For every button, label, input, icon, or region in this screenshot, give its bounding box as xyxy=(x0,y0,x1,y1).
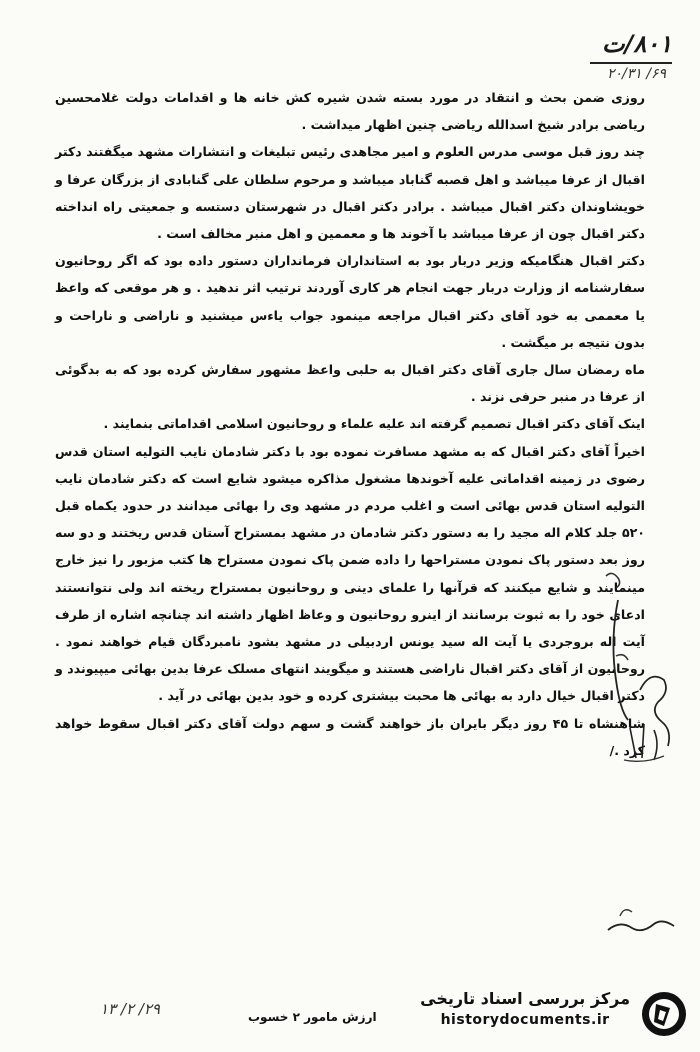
document-body xyxy=(55,84,645,764)
paragraph: چند روز قبل موسی مدرس العلوم و امیر مجاهدی رئیس تبلیغات و انتشارات مشهد میگفتند دکتر اقبال از عرفا میباشد و اهل قصبه گناباد میباشد و مرحوم سلطان علی گنابادی از بزرگان عرفا و خویشاوندان دکتر اقبال میباشد . برادر دکتر اقبال در شهرستان دستسه و جمعیتی راه انداخته دکتر اقبال چون از عرفا میباشد با آخوند ها و معممین و اهل منبر مخالف است . xyxy=(55,144,645,242)
paragraph: ماه رمضان سال جاری آقای دکتر اقبال به حلبی واعظ مشهور سفارش کرده بود که به بدگوئی از عرفا در منبر حرفی نزند . xyxy=(55,362,645,405)
paragraph: روزی ضمن بحث و انتقاد در مورد بسته شدن شیره کش خانه ها و اقدامات دولت غلامحسین ریاضی برادر شیخ اسدالله ریاضی چنین اظهار میداشت . xyxy=(55,90,645,133)
margin-handwriting xyxy=(600,560,690,950)
document-subnote: ۶۹/ ۲۰/۳۱ xyxy=(606,66,666,82)
paragraph: اخیراً آقای دکتر اقبال که به مشهد مسافرت نموده بود با دکتر شادمان نایب التولیه استان قدس رضوی در زمینه اقداماتی علیه آخوندها مشغول مذاکره میشود شایع است که دکتر شادمان نایب التولیه استان قدس بهائی است و اغلب مردم در مشهد وی را بهائی میدانند در حدود یکماه قبل ۵۲۰ جلد کلام اله مجید را به دستور دکتر شادمان در مشهد بمستراح آستان قدس ریختند و دو سه روز بعد دستور پاک نمودن مستراحها را داده ضمن پاک نمودن مستراح ها کتب مزبور را نیز خارج مینمایند و شایع میکنند که قرآنها را علمای دینی و روحانیون بمستراح ریخته اند ولی نتوانستند ادعای خود را به ثبوت برسانند از اینرو روحانیون و وعاظ اظهار داشته اند چنانچه اشاره از طرف آیت اله بروجردی یا آیت اله سید یونس اردبیلی در مشهد بشود نامبردگان قیام خواهند نمود . روحانیون از آقای دکتر اقبال ناراضی هستند و میگویند انتهای مسلک عرفا بدین بهائی میپیوندد و دکتر اقبال خیال دارد به بهائی ها محبت بیشتری کرده و خود بدین بهائی در آید . xyxy=(55,443,645,704)
watermark xyxy=(420,988,630,1030)
watermark-url: historydocuments.ir xyxy=(440,1012,610,1028)
paragraph: اینک آقای دکتر اقبال تصمیم گرفته اند علیه علماء و روحانیون اسلامی اقداماتی بنمایند . xyxy=(103,416,645,432)
document-number: ۸۰۱/ت xyxy=(601,30,672,58)
footer-date: ۲۹/ ۲/ ۱۳ xyxy=(100,1000,160,1018)
watermark-title: مرکز بررسی اسناد تاریخی xyxy=(420,989,630,1008)
footer-label: ارزش مامور ۲ خسوب xyxy=(248,1010,377,1024)
paragraph: شاهنشاه تا ۴۵ روز دیگر بایران باز خواهند گشت و سهم دولت آقای دکتر اقبال سقوط خواهد کرد ./ xyxy=(55,715,645,758)
paragraph: دکتر اقبال هنگامیکه وزیر دربار بود به استانداران فرمانداران دستور داده بود که اگر روحانیون سفارشنامه از وزارت دربار جهت انجام هر کاری آوردند ترتیب اثر ندهید . و هر موقعی که واعظ یا معممی به خود آقای دکتر اقبال مراجعه مینمود جواب یاءس میشنید و ناراضی و ناراحت و بدون نتیجه بر میگشت . xyxy=(55,253,645,350)
document-number-underline xyxy=(590,62,672,64)
watermark-logo-icon xyxy=(640,990,688,1038)
